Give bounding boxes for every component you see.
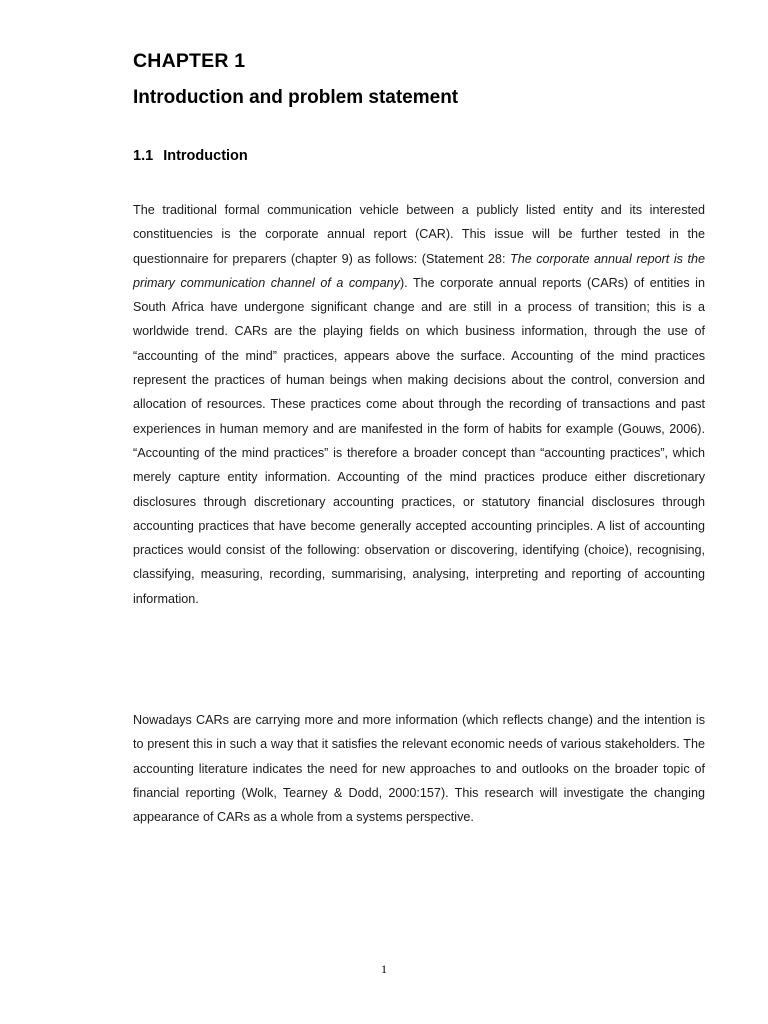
paragraph-1-italic-statement: The corporate annual report is the primary communication channel of a company [133, 251, 705, 290]
paragraph-1-text-start: The traditional formal communication vehicle between a publicly listed entity and its interested constituencies is the corporate annual report (CAR). This issue will be further tested in the questionnaire for preparers (chapter 9) as follows: (Statement 28: [133, 203, 705, 266]
paragraph-1-text-end: ). The corporate annual reports (CARs) of entities in South Africa have undergone significant change and are still in a process of transition; this is a worldwide trend. CARs are the playing fields on which business information, through the use of “accounting of the mind” practices, appears above the surface. Accounting of the mind practices represent the practices of human beings when making decisions about the control, conversion and allocation of resources. These practices come about through the recording of transactions and past experiences in human memory and are manifested in the form of habits for example (Gouws, 2006). “Accounting of the mind practices” is therefore a broader concept than “accounting practices”, which merely capture entity information. Accounting of the mind practices produce either discretionary disclosures through discretionary accounting practices, or statutory financial disclosures through accounting practices that have become generally accepted accounting principles. A list of accounting practices would consist of the following: observation or discovering, identifying (choice), recognising, classifying, measuring, recording, summarising, analysing, interpreting and reporting of accounting information. [133, 275, 705, 606]
section-number: 1.1 [133, 148, 154, 164]
section-heading [133, 148, 248, 164]
chapter-title: Introduction and problem statement [133, 87, 459, 108]
chapter-label: CHAPTER 1 [133, 50, 246, 72]
body-paragraph-1 [133, 198, 705, 611]
section-title: Introduction [163, 148, 248, 164]
body-paragraph-2: Nowadays CARs are carrying more and more information (which reflects change) and the intention is to present this in such a way that it satisfies the relevant economic needs of various stakeholders. The accounting literature indicates the need for new approaches to and outlooks on the broader topic of financial reporting (Wolk, Tearney & Dodd, 2000:157). This research will investigate the changing appearance of CARs as a whole from a systems perspective. [133, 713, 705, 825]
page-number: 1 [381, 962, 387, 976]
